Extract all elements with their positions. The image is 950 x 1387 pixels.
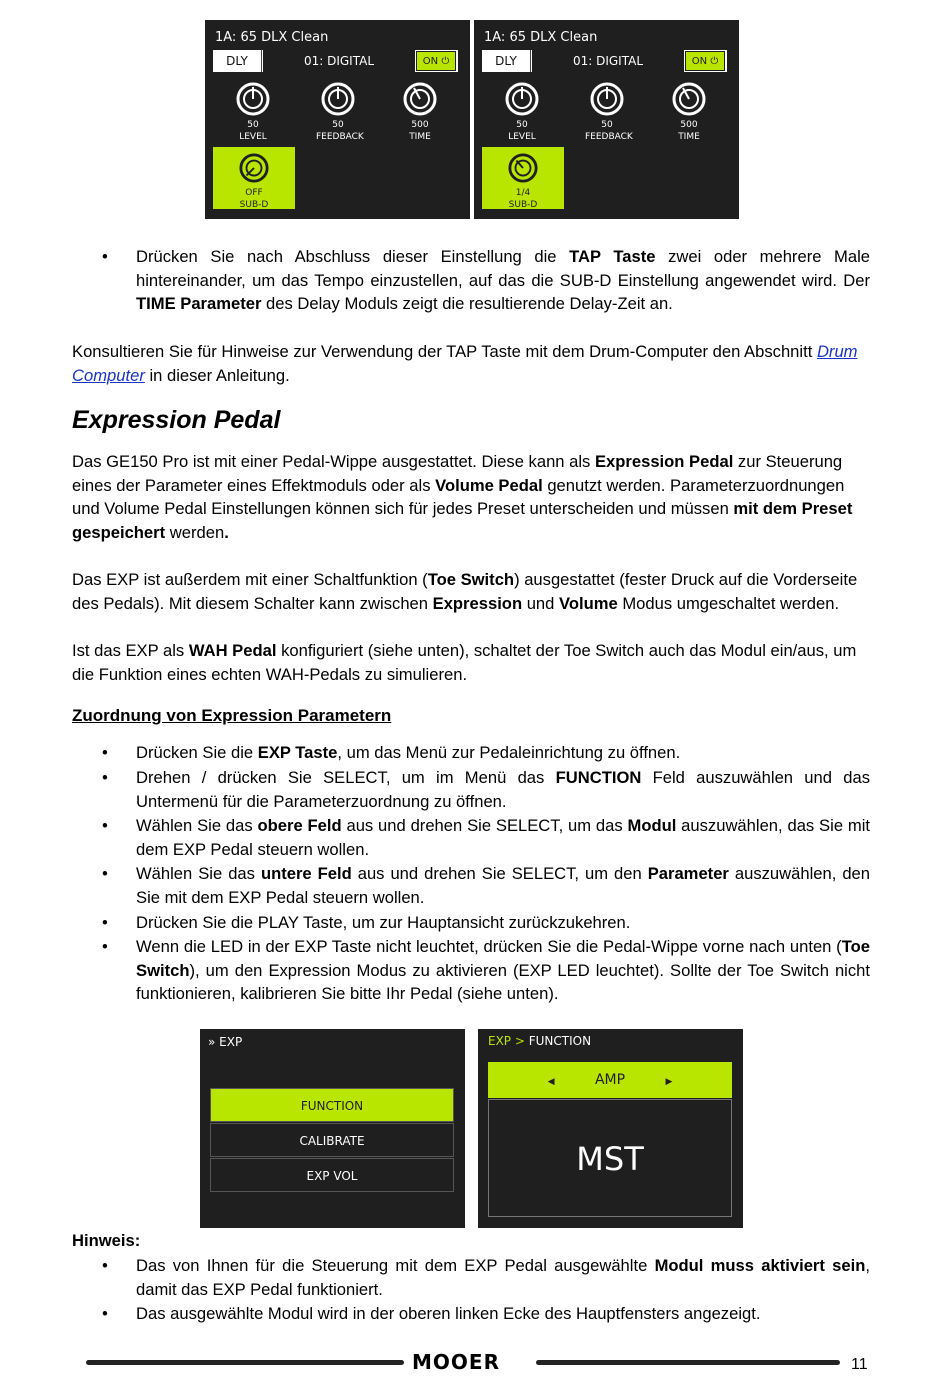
- module-bar: [482, 50, 727, 72]
- module-name: DLY: [213, 50, 262, 72]
- knob-label: LEVEL: [239, 132, 267, 142]
- step-item: • Drücken Sie die PLAY Taste, um zur Hauptansicht zurückzukehren.: [72, 911, 870, 935]
- screen-title: 1A: 65 DLX Clean: [215, 30, 329, 45]
- step-item: • Drücken Sie die EXP Taste, um das Menü zur Pedaleinrichtung zu öffnen.: [72, 741, 870, 765]
- menu-item-function[interactable]: FUNCTION: [210, 1088, 454, 1122]
- knob-label: FEEDBACK: [316, 132, 364, 142]
- step-item: • Wählen Sie das obere Feld aus und drehen Sie SELECT, um das Modul auszuwählen, das Sie mit dem EXP Pedal steuern wollen.: [102, 816, 870, 859]
- bullet-icon: •: [102, 768, 108, 787]
- brand-logo: MOOER: [412, 1350, 500, 1374]
- knob-label: FEEDBACK: [585, 132, 633, 142]
- level-knob: [502, 82, 542, 143]
- bullet-icon: •: [102, 1304, 108, 1323]
- knob-label: LEVEL: [508, 132, 536, 142]
- knob-value: 500: [680, 120, 698, 130]
- module-name: DLY: [482, 50, 531, 72]
- bullet-icon: •: [102, 743, 108, 762]
- drum-computer-link[interactable]: Drum Computer: [72, 342, 858, 385]
- exp-menu-screen: [200, 1029, 465, 1228]
- bullet-icon: •: [102, 816, 108, 835]
- level-knob: [233, 82, 273, 143]
- time-knob: [669, 82, 709, 143]
- double-chevron-icon: »: [208, 1035, 216, 1049]
- knob-value: 50: [332, 120, 344, 130]
- delay-screen-quarter: [474, 20, 739, 219]
- knob-label: TIME: [409, 132, 431, 142]
- exp-menu-header: » EXP: [208, 1035, 243, 1049]
- arrow-left-icon: ◀: [547, 1077, 555, 1087]
- subd-knob: [213, 147, 295, 209]
- section-heading: Expression Pedal: [72, 406, 281, 434]
- power-icon: ⏻: [441, 56, 450, 67]
- delay-screen-off: [205, 20, 470, 219]
- feedback-knob: [316, 82, 364, 143]
- note-item: • Das von Ihnen für die Steuerung mit dem EXP Pedal ausgewählte Modul muss aktiviert sein, damit das EXP Pedal funktioniert.: [102, 1256, 870, 1299]
- footer-line-right: [536, 1360, 840, 1365]
- on-indicator: ON ⏻: [685, 51, 725, 71]
- module-bar: [213, 50, 458, 72]
- menu-item-calibrate[interactable]: CALIBRATE: [210, 1123, 454, 1157]
- knob-value: 500: [411, 120, 429, 130]
- bullet-icon: •: [102, 1256, 108, 1275]
- step-item: • Wählen Sie das untere Feld aus und drehen Sie SELECT, um den Parameter auszuwählen, den Sie mit dem EXP Pedal steuern wollen.: [102, 864, 870, 907]
- expression-intro-paragraph: Das GE150 Pro ist mit einer Pedal-Wippe ausgestattet. Diese kann als Expression Pedal zur Steuerung eines der Parameter eines Effektmoduls oder als Volume Pedal genutzt werden. Parameterzuordnungen und Volume Pedal Einstellungen können sich für jedes Preset unterscheiden und müssen mit dem Preset gespeichert werden.: [72, 452, 853, 542]
- param-value: MST: [576, 1140, 644, 1178]
- knob-value: 50: [247, 120, 259, 130]
- subd-knob: [482, 147, 564, 209]
- on-indicator: ON ⏻: [416, 51, 456, 71]
- subsection-heading: Zuordnung von Expression Parametern: [72, 706, 392, 725]
- bullet-icon: •: [102, 913, 108, 932]
- subd-value: OFF: [245, 188, 263, 198]
- note-label: Hinweis:: [72, 1231, 141, 1250]
- knob-value: 50: [516, 120, 528, 130]
- preset-name: 01: DIGITAL: [532, 50, 684, 72]
- wah-paragraph: Ist das EXP als WAH Pedal konfiguriert (siehe unten), schaltet der Toe Switch auch das Modul ein/aus, um die Funktion eines echten WAH-Pedals zu simulieren.: [72, 641, 857, 684]
- feedback-knob: [585, 82, 633, 143]
- param-field[interactable]: [488, 1099, 732, 1217]
- page-number: 11: [851, 1356, 868, 1373]
- step-item: • Drehen / drücken Sie SELECT, um im Menü das FUNCTION Feld auszuwählen und das Untermenü für die Parameterzuordnung zu öffnen.: [102, 768, 870, 811]
- knob-label: TIME: [678, 132, 700, 142]
- consult-paragraph: Konsultieren Sie für Hinweise zur Verwendung der TAP Taste mit dem Drum-Computer den Abschnitt Drum Computer in dieser Anleitung.: [72, 342, 858, 385]
- arrow-right-icon: ▶: [665, 1077, 673, 1087]
- module-select-field[interactable]: [488, 1062, 732, 1098]
- subd-value: 1/4: [515, 188, 531, 198]
- knob-value: 50: [601, 120, 613, 130]
- footer-line-left: [86, 1360, 404, 1365]
- time-knob: [400, 82, 440, 143]
- subd-label: SUB-D: [508, 200, 538, 210]
- bullet-icon: •: [102, 247, 108, 266]
- step-item: • Wenn die LED in der EXP Taste nicht leuchtet, drücken Sie die Pedal-Wippe vorne nach unten (Toe Switch), um den Expression Modus zu aktivieren (EXP LED leuchtet). Sollte der Toe Switch nicht funktionieren, kalibrieren Sie bitte Ihr Pedal (siehe unten).: [102, 937, 870, 1003]
- toe-switch-paragraph: Das EXP ist außerdem mit einer Schaltfunktion (Toe Switch) ausgestattet (fester Druck auf die Vorderseite des Pedals). Mit diesem Schalter kann zwischen Expression und Volume Modus umgeschaltet werden.: [72, 570, 858, 613]
- exp-function-header: EXP > FUNCTION: [488, 1034, 592, 1048]
- bullet-icon: •: [102, 864, 108, 883]
- subd-label: SUB-D: [239, 200, 269, 210]
- exp-function-screen: [478, 1029, 743, 1228]
- tap-tempo-bullet: • Drücken Sie nach Abschluss dieser Einstellung die TAP Taste zwei oder mehrere Male hintereinander, um das Tempo einzustellen, auf das die SUB-D Einstellung angewendet wird. Der TIME Parameter des Delay Moduls zeigt die resultierende Delay-Zeit an.: [102, 247, 871, 313]
- screen-title: 1A: 65 DLX Clean: [484, 30, 598, 45]
- menu-item-exp-vol[interactable]: EXP VOL: [210, 1158, 454, 1192]
- power-icon: ⏻: [710, 56, 719, 67]
- preset-name: 01: DIGITAL: [263, 50, 415, 72]
- bullet-icon: •: [102, 937, 108, 956]
- module-value: AMP: [594, 1072, 626, 1088]
- note-item: • Das ausgewählte Modul wird in der oberen linken Ecke des Hauptfensters angezeigt.: [72, 1302, 870, 1326]
